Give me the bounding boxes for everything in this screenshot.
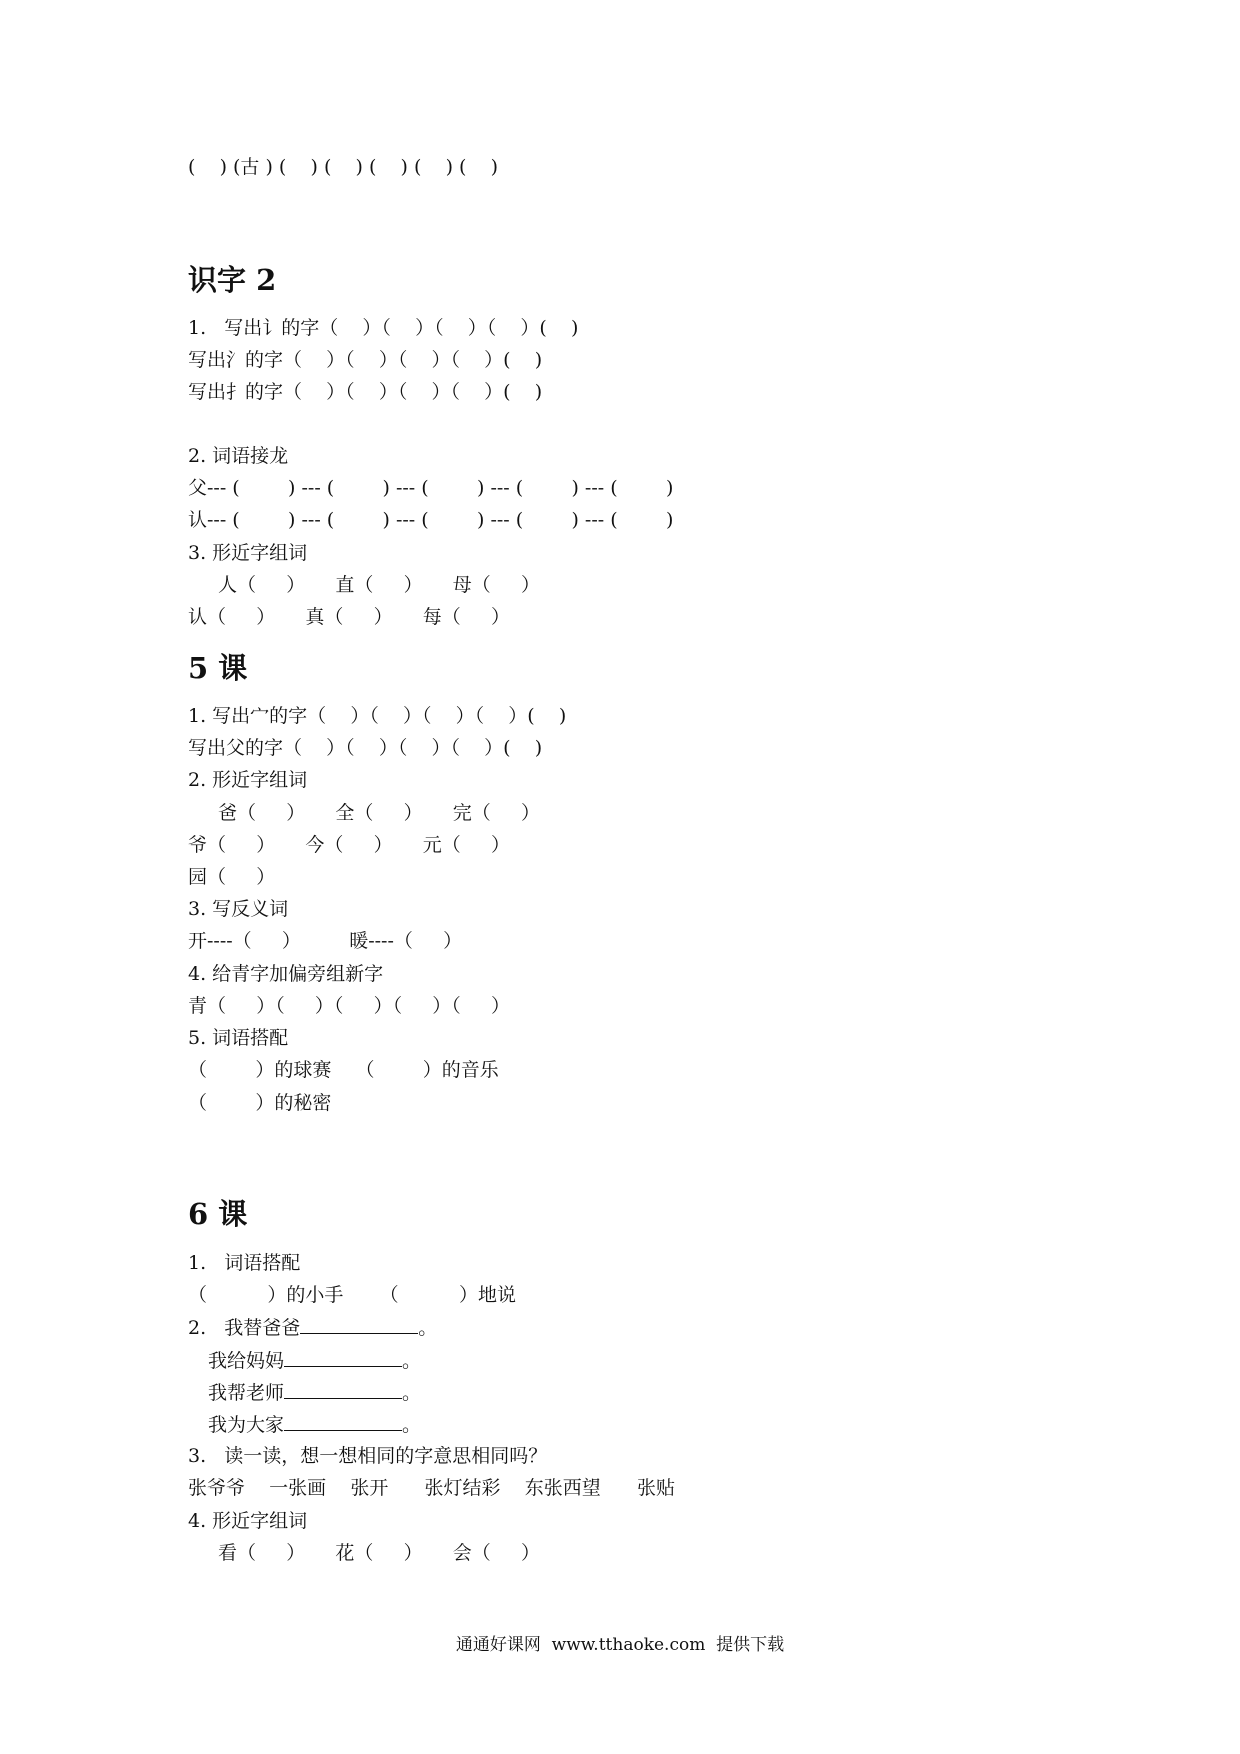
fill-blank [284,1412,402,1431]
fill-blank [284,1380,402,1399]
text-line: 3. 形近字组词 [188,542,308,564]
text-line: 1. 写出讠的字（ ）（ ）（ ）（ ）( ) [188,317,579,339]
text-line: 2. 词语接龙 [188,445,289,467]
section-title-lesson5: 5 课 [188,651,248,685]
section-title-lesson6: 6 课 [188,1197,248,1231]
fill-line: 我帮老师 。 [208,1382,422,1404]
text-line: 5. 词语搭配 [188,1027,289,1049]
text-line: 2. 形近字组词 [188,769,308,791]
text-line: 父--- ( ) --- ( ) --- ( ) --- ( ) --- ( ) [188,477,674,499]
fill-line: 我为大家 。 [208,1414,422,1436]
page-footer: 通通好课网 www.tthaoke.com 提供下载 [455,1635,785,1655]
text-line: （ ）的秘密 [188,1092,332,1114]
text-line: 写出氵的字（ ）（ ）（ ）（ ）( ) [188,349,543,371]
text-line: 认--- ( ) --- ( ) --- ( ) --- ( ) --- ( ) [188,509,674,531]
fill-line: 2. 我替爸爸 。 [188,1317,438,1339]
top-line: ( ) (古 ) ( ) ( ) ( ) ( ) ( ) [188,156,499,178]
text-line: 1. 词语搭配 [188,1252,301,1274]
text-line: 认（ ） 真（ ） 每（ ） [188,606,510,628]
text-line: 3. 读一读，想一想相同的字意思相同吗？ [188,1445,548,1467]
text-line: 4. 给青字加偏旁组新字 [188,963,384,985]
text-line: 1. 写出宀的字（ ）（ ）（ ）（ ）( ) [188,705,567,727]
text-line: 人（ ） 直（ ） 母（ ） [218,574,540,596]
text-line: 园（ ） [188,866,276,888]
text-line: （ ）的小手 （ ）地说 [188,1284,517,1306]
text-line: 爸（ ） 全（ ） 完（ ） [218,802,540,824]
text-line: 看（ ） 花（ ） 会（ ） [218,1542,540,1564]
fill-blank [284,1348,402,1367]
fill-line: 我给妈妈 。 [208,1350,422,1372]
text-line: 4. 形近字组词 [188,1510,308,1532]
text-line: 3. 写反义词 [188,898,289,920]
text-line: 写出父的字（ ）（ ）（ ）（ ）( ) [188,737,543,759]
text-line: 写出扌的字（ ）（ ）（ ）（ ）( ) [188,381,543,403]
section-title-shizi2: 识字 2 [188,263,277,297]
text-line: 爷（ ） 今（ ） 元（ ） [188,834,510,856]
text-line: 张爷爷 一张画 张开 张灯结彩 东张西望 张贴 [188,1477,675,1499]
text-line: 开----（ ） 暖----（ ） [188,930,463,952]
text-line: （ ）的球赛 （ ）的音乐 [188,1059,499,1081]
text-line: 青（ ）（ ）（ ）（ ）（ ） [188,995,510,1017]
fill-blank [300,1315,418,1334]
